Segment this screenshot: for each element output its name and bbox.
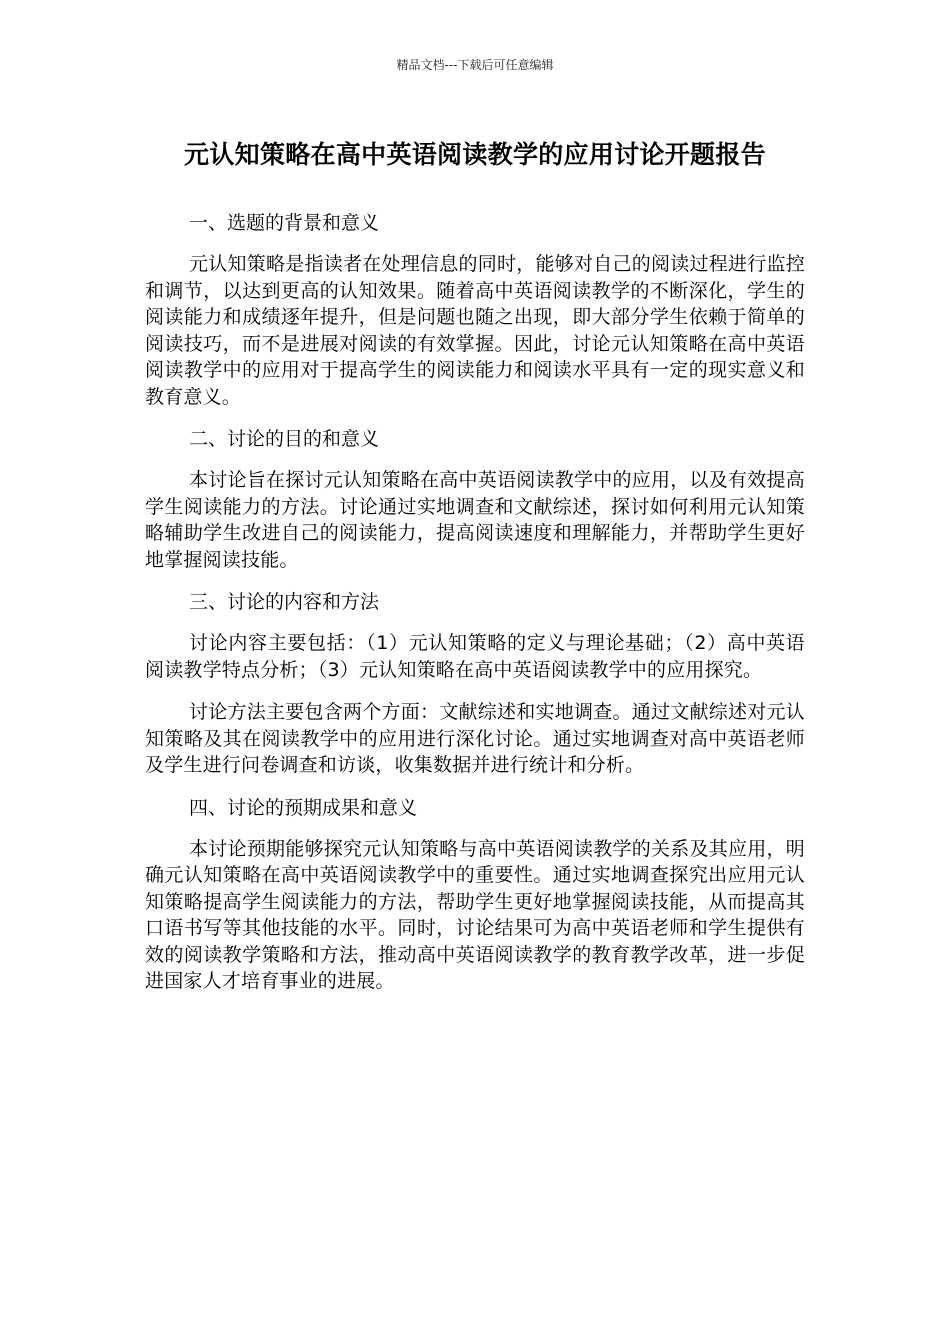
section-background — [145, 210, 805, 410]
section-paragraph: 讨论内容主要包括：（1）元认知策略的定义与理论基础；（2）高中英语阅读教学特点分析；（3）元认知策略在高中英语阅读教学中的应用探究。 — [145, 632, 805, 681]
section-paragraph: 本讨论旨在探讨元认知策略在高中英语阅读教学中的应用，以及有效提高学生阅读能力的方法。讨论通过实地调查和文献综述，探讨如何利用元认知策略辅助学生改进自己的阅读能力，提高阅读速度和理解能力，并帮助学生更好地掌握阅读技能。 — [145, 469, 805, 571]
section-heading: 四、讨论的预期成果和意义 — [189, 796, 418, 819]
section-content-method — [145, 589, 805, 779]
section-expected-results — [145, 795, 805, 995]
document-body — [145, 210, 805, 1011]
section-purpose — [145, 426, 805, 573]
section-heading: 一、选题的背景和意义 — [189, 212, 380, 234]
document-title: 元认知策略在高中英语阅读教学的应用讨论开题报告 — [184, 140, 766, 169]
section-paragraph: 元认知策略是指读者在处理信息的同时，能够对自己的阅读过程进行监控和调节，以达到更高的认知效果。随着高中英语阅读教学的不断深化，学生的阅读能力和成绩逐年提升，但是问题也随之出现，即大部分学生依赖于简单的阅读技巧，而不是进展对阅读的有效掌握。因此，讨论元认知策略在高中英语阅读教学中的应用对于提高学生的阅读能力和阅读水平具有一定的现实意义和教育意义。 — [145, 253, 805, 408]
page-header-note: 精品文档---下载后可任意编辑 — [396, 58, 554, 72]
section-heading: 三、讨论的内容和方法 — [189, 591, 380, 613]
section-heading: 二、讨论的目的和意义 — [189, 428, 380, 450]
section-paragraph: 讨论方法主要包含两个方面：文献综述和实地调查。通过文献综述对元认知策略及其在阅读教学中的应用进行深化讨论。通过实地调查对高中英语老师及学生进行问卷调查和访谈，收集数据并进行统计和分析。 — [145, 701, 805, 776]
section-paragraph: 本讨论预期能够探究元认知策略与高中英语阅读教学的关系及其应用，明确元认知策略在高中英语阅读教学中的重要性。通过实地调查探究出应用元认知策略提高学生阅读能力的方法，帮助学生更好地掌握阅读技能，从而提高其口语书写等其他技能的水平。同时，讨论结果可为高中英语老师和学生提供有效的阅读教学策略和方法，推动高中英语阅读教学的教育教学改革，进一步促进国家人才培育事业的进展。 — [145, 837, 805, 992]
